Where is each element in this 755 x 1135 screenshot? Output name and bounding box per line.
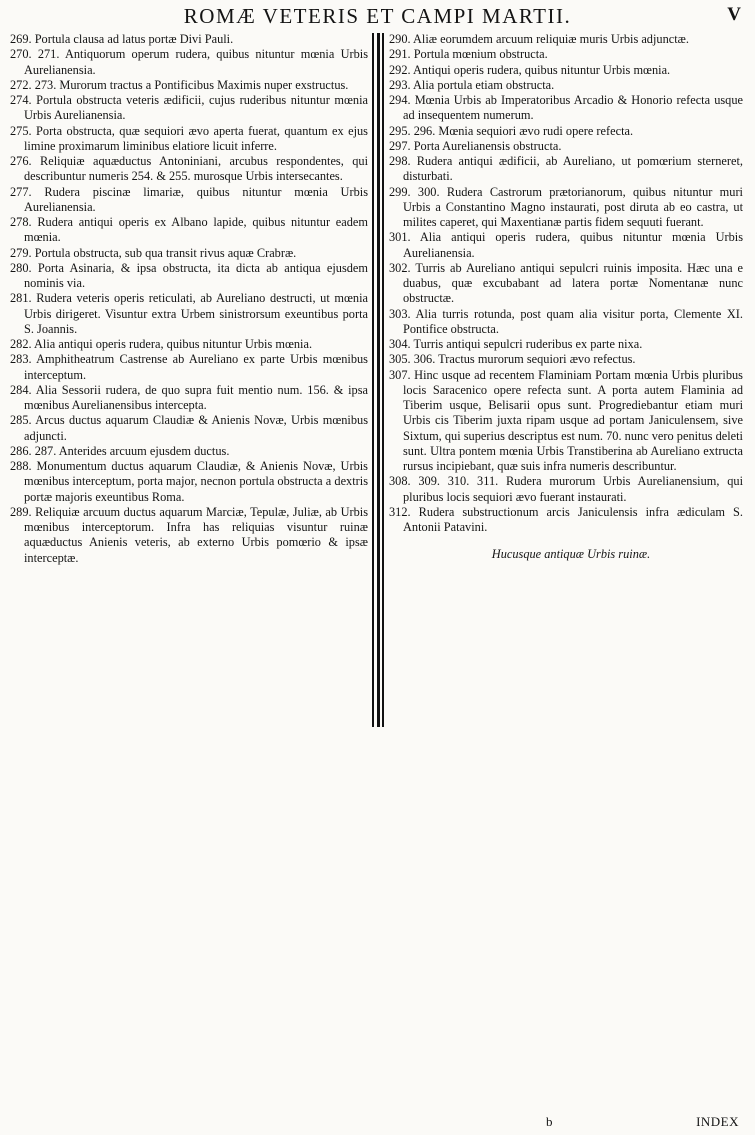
index-entry: 288. Monumentum ductus aquarum Claudiæ, & Anienis Novæ, Urbis mœnibus interceptum, porta major, necnon portula obstructa a dextris portæ majoris exeuntibus Roma. bbox=[10, 459, 368, 504]
index-entry: 308. 309. 310. 311. Rudera murorum Urbis Aurelianensium, qui pluribus locis sequiori ævo fuerant instaurati. bbox=[389, 474, 743, 504]
index-entry: 293. Alia portula etiam obstructa. bbox=[389, 77, 555, 92]
page-header bbox=[0, 2, 755, 30]
index-entry: 278. Rudera antiqui operis ex Albano lapide, quibus nituntur eadem mœnia. bbox=[10, 215, 368, 245]
signature-mark: b bbox=[546, 1114, 553, 1129]
index-entry: 269. Portula clausa ad latus portæ Divi Pauli. bbox=[10, 32, 234, 46]
index-entry: 272. 273. Murorum tractus a Pontificibus Maximis nuper exstructus. bbox=[10, 77, 349, 92]
index-entry: 291. Portula mœnium obstructa. bbox=[389, 47, 548, 62]
index-entry: 275. Porta obstructa, quæ sequiori ævo aperta fuerat, quantum ex ejus limine proximarum liminibus elatiore licuit inferre. bbox=[10, 123, 368, 153]
index-entry: 312. Rudera substructionum arcis Janiculensis infra ædiculam S. Antonii Patavini. bbox=[389, 504, 743, 534]
running-title: ROMÆ VETERIS ET CAMPI MARTII. bbox=[183, 4, 572, 28]
index-entry: 292. Antiqui operis rudera, quibus nituntur Urbis mœnia. bbox=[389, 62, 671, 77]
index-entry: 305. 306. Tractus murorum sequiori ævo refectus. bbox=[389, 352, 636, 367]
index-entry: 290. Aliæ eorumdem arcuum reliquiæ muris Urbis adjunctæ. bbox=[389, 32, 689, 46]
index-entry: 304. Turris antiqui sepulcri ruderibus ex parte nixa. bbox=[389, 337, 643, 351]
index-entry: 302. Turris ab Aureliano antiqui sepulcri ruinis imposita. Hæc una e duabus, quæ excubabant ad latera portæ Nomentanæ nunc obstructæ. bbox=[389, 260, 743, 306]
index-entry: 279. Portula obstructa, sub qua transit rivus aquæ Crabræ. bbox=[10, 245, 297, 260]
index-entry: 280. Porta Asinaria, & ipsa obstructa, ita dicta ab antiqua ejusdem nominis via. bbox=[10, 260, 368, 290]
page-number: V bbox=[727, 4, 741, 25]
index-entry: 284. Alia Sessorii rudera, de quo supra fuit mentio num. 156. & ipsa mœnibus Aurelianensibus intercepta. bbox=[10, 382, 368, 412]
index-entry: 297. Porta Aurelianensis obstructa. bbox=[389, 138, 562, 153]
column-divider-rule bbox=[371, 33, 385, 727]
index-entry: 299. 300. Rudera Castrorum prætorianorum, quibus nituntur muri Urbis a Constantino Magno instaurati, post diruta ab eo castra, ut milites caperet, qui Maxentianæ partis fidem sequuti fuerant. bbox=[389, 184, 743, 229]
index-entry: 277. Rudera piscinæ limariæ, quibus nituntur mœnia Urbis Aurelianensia. bbox=[10, 184, 368, 214]
catchword: INDEX bbox=[696, 1114, 739, 1129]
index-entry: 281. Rudera veteris operis reticulati, ab Aureliano destructi, ut mœnia Urbis dirigeret. Visuntur extra Urbem sinistrorsum exeuntibus porta S. Joannis. bbox=[10, 291, 368, 336]
index-entry: 274. Portula obstructa veteris ædificii, cujus ruderibus nituntur mœnia Urbis Aurelianensia. bbox=[10, 93, 368, 123]
index-entry: 295. 296. Mœnia sequiori ævo rudi opere refecta. bbox=[389, 123, 634, 138]
index-entry: 282. Alia antiqui operis rudera, quibus nituntur Urbis mœnia. bbox=[10, 337, 313, 351]
left-column bbox=[10, 32, 368, 566]
index-entry: 270. 271. Antiquorum operum rudera, quibus nituntur mœnia Urbis Aurelianensia. bbox=[10, 47, 368, 77]
index-entry: 285. Arcus ductus aquarum Claudiæ & Anienis Novæ, Urbis mœnibus adjuncti. bbox=[10, 413, 368, 443]
index-entry: 303. Alia turris rotunda, post quam alia visitur porta, Clemente XI. Pontifice obstructa. bbox=[389, 306, 743, 336]
right-column bbox=[389, 32, 743, 575]
index-entry: 286. 287. Anterides arcuum ejusdem ductus. bbox=[10, 443, 230, 458]
index-entry: 289. Reliquiæ arcuum ductus aquarum Marciæ, Tepulæ, Juliæ, ab Urbis mœnibus interceptorum. Infra has reliquias visuntur ruinæ aquæductus Anienis veteris, ab externo Urbis pomœrio & ipsæ interceptæ. bbox=[10, 504, 368, 565]
index-entry: 294. Mœnia Urbis ab Imperatoribus Arcadio & Honorio refecta usque ad insequentem numerum. bbox=[389, 93, 743, 123]
index-entry: 298. Rudera antiqui ædificii, ab Aureliano, ut pomœrium sterneret, disturbati. bbox=[389, 154, 743, 184]
closing-line: Hucusque antiquæ Urbis ruinæ. bbox=[491, 547, 651, 562]
index-entry: 307. Hinc usque ad recentem Flaminiam Portam mœnia Urbis pluribus locis Saracenico opere refecta sunt. A porta autem Flaminia ad Tiberim usque, Belisarii opus sunt. Progrediebantur etiam muri Urbis cis Tiberim juxta ripam usque ad portam Janiculensem, sive Sixtum, qui superius descriptus est num. 70. nunc vero penitus deleti sunt. Ultra pontem mœnia Urbis Transtiberina ab Aureliano extructa rursus incipiebant, quæ suis infra numeris describuntur. bbox=[389, 367, 743, 473]
index-entry: 301. Alia antiqui operis rudera, quibus nituntur mœnia Urbis Aurelianensia. bbox=[389, 230, 743, 260]
index-entry: 276. Reliquiæ aquæductus Antoniniani, arcubus respondentes, qui describuntur numeris 254. & 255. murosque Urbis intersecantes. bbox=[10, 154, 368, 184]
index-entry: 283. Amphitheatrum Castrense ab Aureliano ex parte Urbis mœnibus interceptum. bbox=[10, 352, 368, 382]
